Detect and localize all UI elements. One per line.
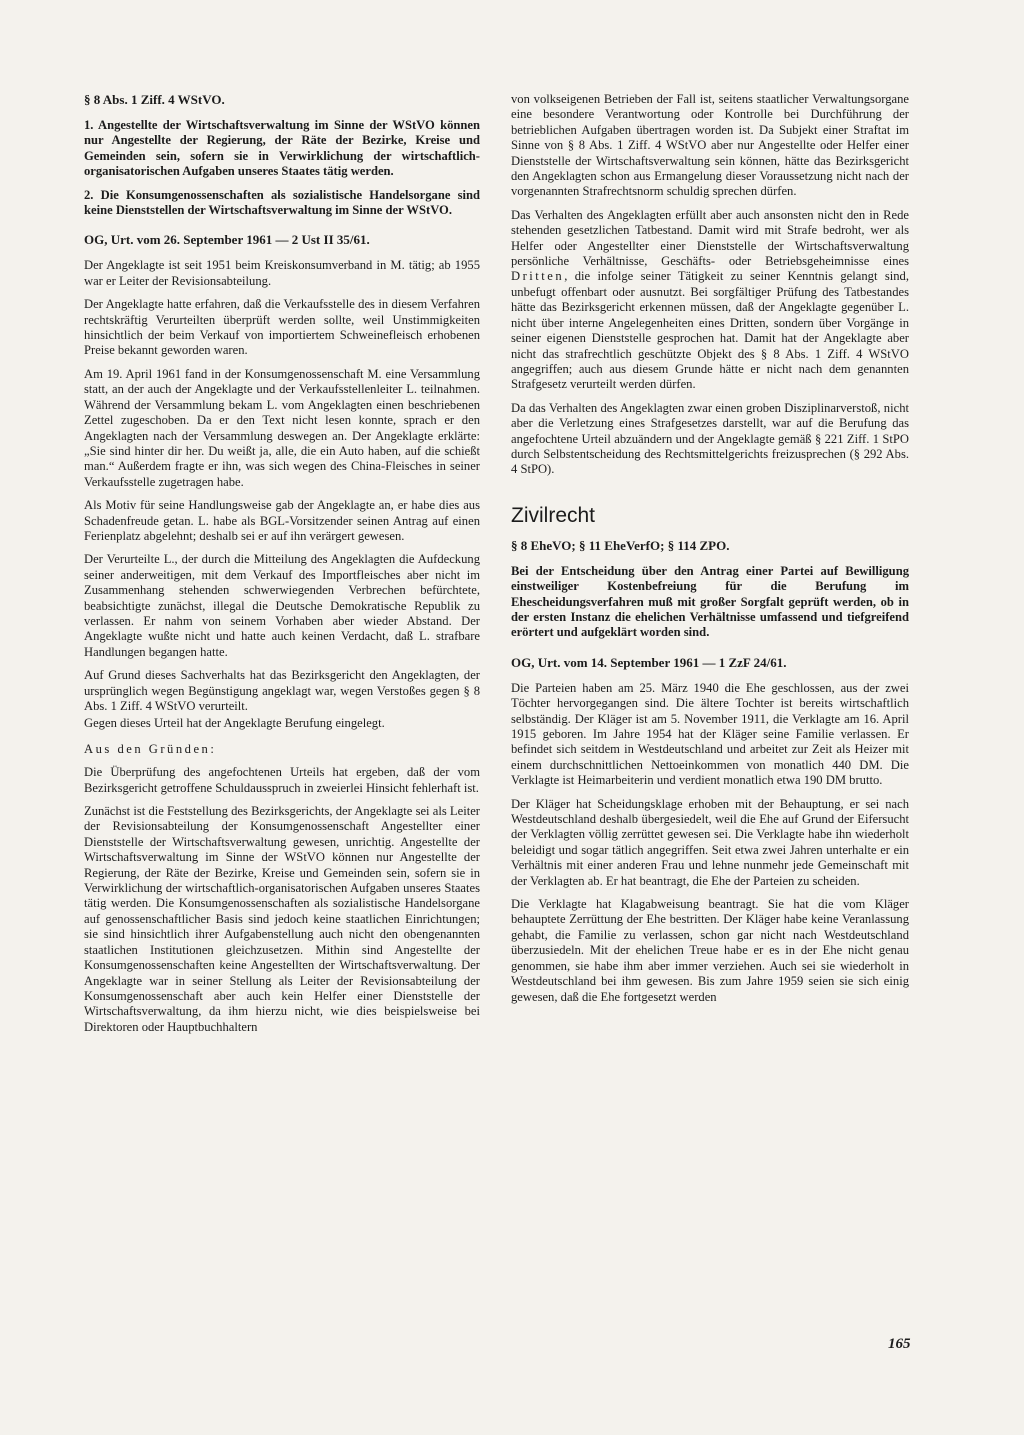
- judgment-citation: OG, Urt. vom 26. September 1961 — 2 Ust II 35/61.: [84, 232, 370, 248]
- headnote-2: 2. Die Konsumgenossenschaften als sozialistische Handelsorgane sind keine Dienststellen der Wirtschaftsverwaltung im Sinne der WStVO.: [84, 187, 480, 218]
- headnote: Bei der Entscheidung über den Antrag einer Partei auf Bewilligung einstweiliger Kostenbefreiung für die Berufung im Ehescheidungsverfahren muß mit großer Sorgfalt geprüft werden, ob in der ersten Instanz die ehelichen Verhältnisse umfassend und tiefgreifend erörtert und aufgeklärt worden sind.: [511, 563, 909, 640]
- headnote-1: 1. Angestellte der Wirtschaftsverwaltung im Sinne der WStVO können nur Angestellte der Regierung, der Räte der Bezirke, Kreise und Gemeinden sein, sofern sie in Verwirklichung der wirtschaftlich-organisatorischen Aufgaben unseres Staates tätig werden.: [84, 118, 480, 179]
- paragraph: Der Verurteilte L., der durch die Mitteilung des Angeklagten die Aufdeckung seiner anderweitigen, mit dem Verkauf des Importfleisches aber nicht im Zusammenhang stehenden schwerwiegenden Verbrechen befürchtete, beabsichtigte zunächst, illegal die Deutsche Demokratische Republik zu verlassen. Er nahm von seinem Vorhaben aber wieder Abstand. Der Angeklagte wußte nicht und hatte auch keinen Verdacht, daß L. strafbare Handlungen begangen hatte.: [84, 552, 480, 659]
- paragraph: Am 19. April 1961 fand in der Konsumgenossenschaft M. eine Versammlung statt, an der auch der Angeklagte und der Verkaufsstellenleiter L. teilnahmen. Während der Versammlung bekam L. vom Angeklagten einen beschriebenen Zettel zugeschoben. Da er den Text nicht lesen konnte, sprach er den Angeklagten nach der Versammlung deswegen an. Der Angeklagte erklärte: „Sie sind hinter dir her. Du weißt ja, alle, die ein Auto haben, auf die schießt man.“ Außerdem fragte er ihn, was sich wegen des China-Fleisches in seiner Verkaufsstelle zugetragen habe.: [84, 366, 480, 489]
- paragraph: Die Parteien haben am 25. März 1940 die Ehe geschlossen, aus der zwei Töchter hervorgegangen sind. Die ältere Tochter ist bereits wirtschaftlich selbständig. Der Kläger ist am 5. November 1911, die Verklagte am 16. April 1915 geboren. Im Jahre 1954 hat der Kläger seine Familie verlassen. Er befindet sich seitdem in Westdeutschland und arbeitet zur Zeit als Heizer mit einem durchschnittlichen Nettoeinkommen von monatlich 440 DM. Die Verklagte ist Heimarbeiterin und verdient monatlich etwa 190 DM brutto.: [511, 680, 909, 788]
- paragraph: von volkseigenen Betrieben der Fall ist, seitens staatlicher Verwaltungsorgane eine besondere Verantwortung oder Kontrolle bei Durchführung der betrieblichen Aufgaben übertragen worden ist. Da Subjekt einer Straftat im Sinne von § 8 Abs. 1 Ziff. 4 WStVO aber nur Angestellte oder Helfer einer Dienststelle der Wirtschaftsverwaltung sein können, hätte das Bezirksgericht den Angeklagten schon aus Ermangelung dieser Voraussetzung nicht nach der vorgenannten Strafrechtsnorm schuldig sprechen dürfen.: [511, 92, 909, 199]
- paragraph: Zunächst ist die Feststellung des Bezirksgerichts, der Angeklagte sei als Leiter der Revisionsabteilung der Konsumgenossenschaft Angestellter einer Dienststelle der Wirtschaftsverwaltung gewesen, unrichtig. Angestellte der Wirtschaftsverwaltung im Sinne der WStVO können nur Angestellte der Regierung, der Räte der Bezirke, Kreise und Gemeinden sein, sofern sie in Verwirklichung der wirtschaftlich-organisatorischen Aufgaben unseres Staates tätig werden. Die Konsumgenossenschaften als sozialistische Handelsorgane auf genossenschaftlicher Basis sind jedoch keine staatlichen Einrichtungen; sie sind hinsichtlich ihrer Aufgabenstellung auch nicht den obengenannten staatlichen Institutionen gleichzusetzen. Mithin sind Angestellte der Konsumgenossenschaften keine Angestellten der Wirtschaftsverwaltung. Der Angeklagte war in seiner Stellung als Leiter der Revisionsabteilung der Konsumgenossenschaft aber auch kein Helfer einer Dienststelle der Wirtschaftsverwaltung, da ihm hierzu nicht, wie dies beispielsweise bei Direktoren oder Hauptbuchhaltern: [84, 804, 480, 1034]
- page-number: 165: [888, 1336, 911, 1352]
- paragraph: [511, 208, 909, 393]
- paragraph: Der Angeklagte hatte erfahren, daß die Verkaufsstelle des in diesem Verfahren rechtskräftig Verurteilten überprüft werden sollte, weil Unstimmigkeiten hinsichtlich der beim Verkauf von importiertem Schweinefleisch erhobenen Preise bekannt geworden waren.: [84, 297, 480, 358]
- paragraph: Die Überprüfung des angefochtenen Urteils hat ergeben, daß der vom Bezirksgericht getroffene Schuldausspruch in zweierlei Hinsicht fehlerhaft ist.: [84, 765, 480, 795]
- paragraph: Auf Grund dieses Sachverhalts hat das Bezirksgericht den Angeklagten, der ursprünglich wegen Begünstigung angeklagt war, wegen Verstoßes gegen § 8 Abs. 1 Ziff. 4 WStVO verurteilt.: [84, 668, 480, 713]
- paragraph: Der Angeklagte ist seit 1951 beim Kreiskonsumverband in M. tätig; ab 1955 war er Leiter der Revisionsabteilung.: [84, 258, 480, 288]
- paragraph: Gegen dieses Urteil hat der Angeklagte Berufung eingelegt.: [84, 716, 385, 731]
- statute-reference: § 8 EheVO; § 11 EheVerfO; § 114 ZPO.: [511, 537, 730, 553]
- left-column: [84, 92, 480, 1043]
- grounds-heading: Aus den Gründen:: [84, 741, 217, 756]
- section-title: Zivilrecht: [511, 503, 596, 527]
- statute-reference: § 8 Abs. 1 Ziff. 4 WStVO.: [84, 92, 225, 107]
- paragraph: Als Motiv für seine Handlungsweise gab der Angeklagte an, er habe dies aus Schadenfreude getan. L. habe als BGL-Vorsitzender seinen Antrag auf einen Ferienplatz abgelehnt; deshalb sei er auf ihn verärgert gewesen.: [84, 498, 480, 543]
- paragraph-text: Das Verhalten des Angeklagten erfüllt aber auch ansonsten nicht den in Rede stehenden gesetzlichen Tatbestand. Damit wird mit Strafe bedroht, wer als Helfer oder Angestellter einer Dienststelle der Wirtschaftsverwaltung persönliche Verhältnisse, Geschäfts- oder Betriebsgeheimnisse eines: [511, 207, 909, 269]
- paragraph-text: , die infolge seiner Tätigkeit zu seiner Kenntnis gelangt sind, unbefugt offenbart oder ausnutzt. Bei sorgfältiger Prüfung des Tatbestandes hätte das Bezirksgericht erkennen müssen, daß der Angeklagte gegenüber L. nicht über interne Angelegenheiten eines Dritten, sondern über Vorgänge in seiner eigenen Dienststelle gesprochen hat. Damit hat der Angeklagte aber nicht das strafrechtlich geschützte Objekt des § 8 Abs. 1 Ziff. 4 WStVO angegriffen; auch aus diesem Grunde hätte er nicht nach dem genannten Strafgesetz verurteilt werden dürfen.: [511, 269, 909, 392]
- right-column: [511, 92, 909, 1013]
- paragraph: Der Kläger hat Scheidungsklage erhoben mit der Behauptung, er sei nach Westdeutschland deshalb übergesiedelt, weil die Ehe auf Grund der Eifersucht der Verklagten völlig zerrüttet gewesen sei. Die Verklagte habe ihn wiederholt beleidigt und sogar tätlich angegriffen. Seit etwa zwei Jahren unterhalte er ein Verhältnis mit einer anderen Frau und lehne nunmehr jede Gemeinschaft mit der Verklagten ab. Er hat beantragt, die Ehe der Parteien zu scheiden.: [511, 796, 909, 888]
- judgment-citation: OG, Urt. vom 14. September 1961 — 1 ZzF 24/61.: [511, 654, 787, 670]
- emphasized-word: Dritten: [511, 269, 565, 284]
- paragraph: Die Verklagte hat Klagabweisung beantragt. Sie hat die vom Kläger behauptete Zerrüttung der Ehe bestritten. Der Kläger habe keine Veranlassung gehabt, die Familie zu verlassen, schon gar nicht nach Westdeutschland überzusiedeln. Mit der ehelichen Treue habe er es in der Ehe nicht genau genommen, sie habe ihm aber immer verziehen. Auch sei sie wiederholt in Westdeutschland bei ihm gewesen. Bis zum Jahre 1959 seien sie sich einig gewesen, daß die Ehe fortgesetzt werden: [511, 897, 909, 1004]
- paragraph: Da das Verhalten des Angeklagten zwar einen groben Disziplinarverstoß, nicht aber die Verletzung eines Strafgesetzes darstellt, war auf die Berufung das angefochtene Urteil abzuändern und der Angeklagte gemäß § 221 Ziff. 1 StPO durch Selbstentscheidung des Rechtsmittelgerichts freizusprechen (§ 292 Abs. 4 StPO).: [511, 400, 909, 477]
